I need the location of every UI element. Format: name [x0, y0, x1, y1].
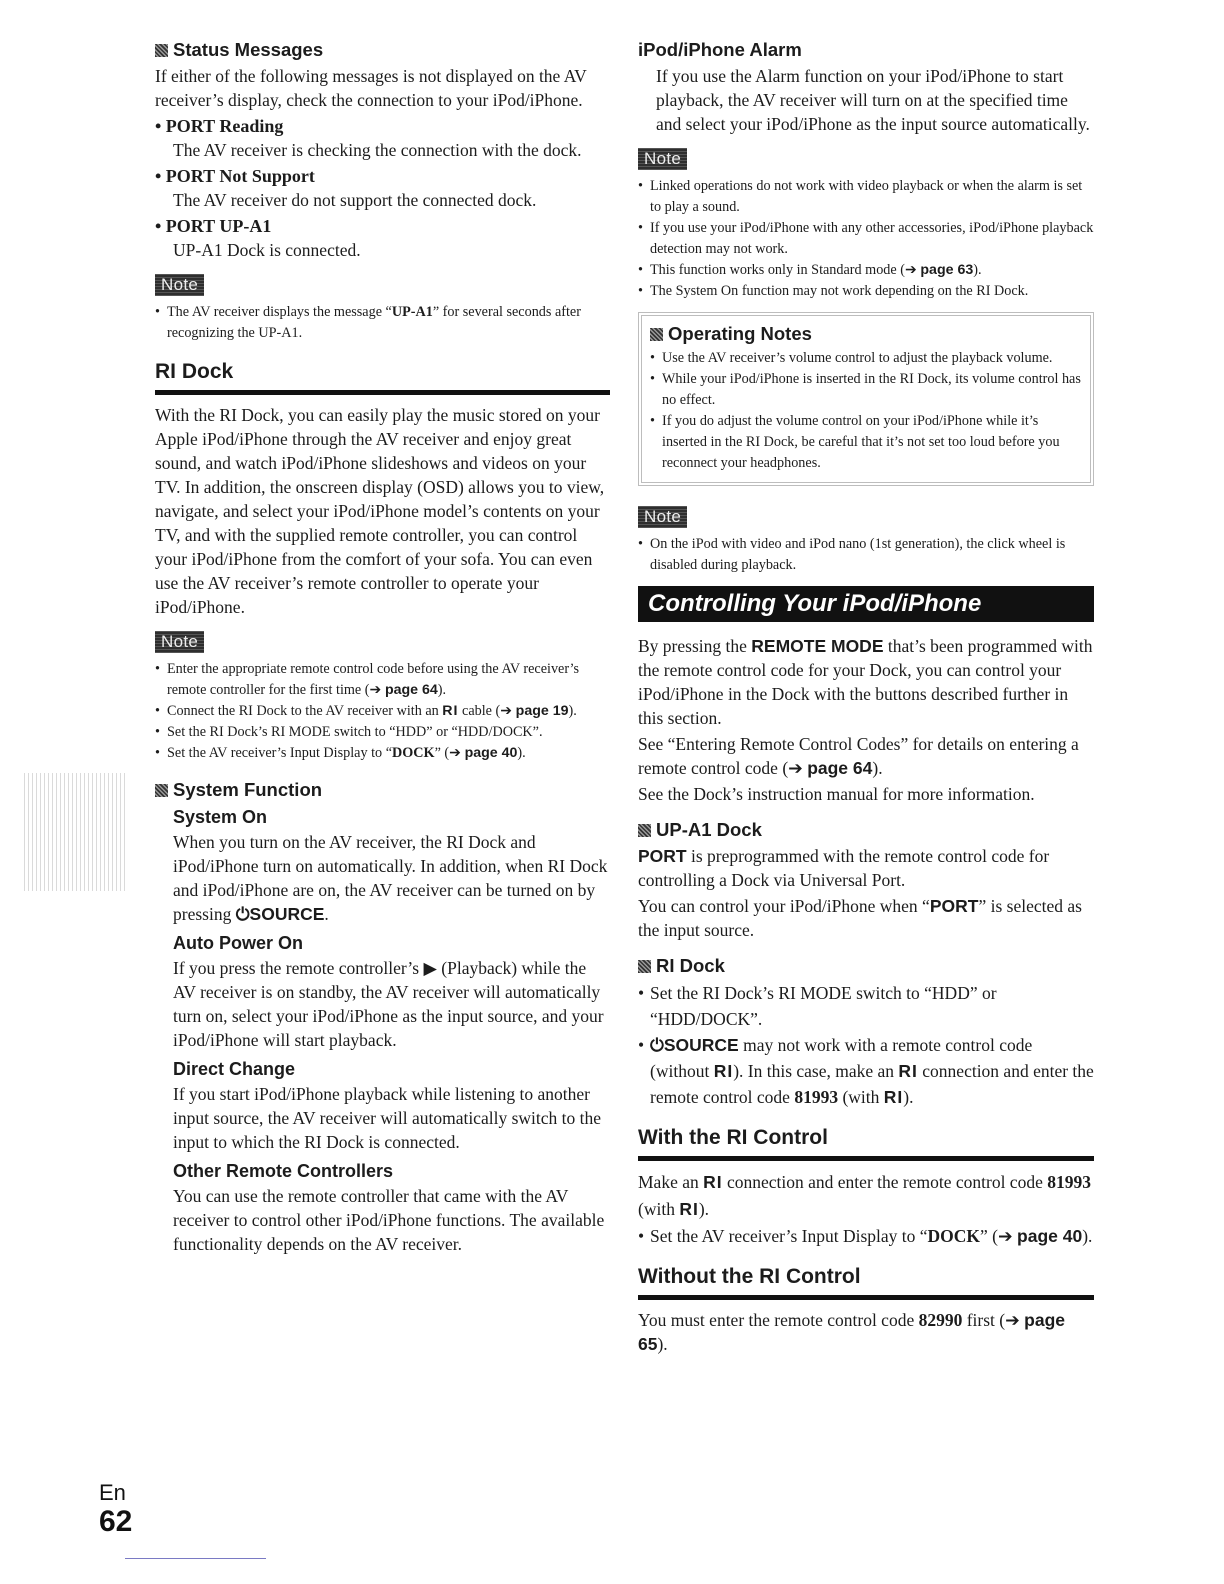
- ri-logo: RI: [898, 1061, 918, 1081]
- page-number: 62: [99, 1505, 133, 1538]
- note-item: • Enter the appropriate remote control code before using the AV receiver’s remote controller for the first time (➔ page 64).: [155, 659, 610, 701]
- note-item: • Connect the RI Dock to the AV receiver with an RI cable (➔ page 19).: [155, 701, 610, 722]
- port-reading-title: • PORT Reading: [155, 116, 284, 136]
- auto-power-on-text: If you press the remote controller’s ▶ (Playback) while the AV receiver is on standby, the AV receiver will automatically turn on, select your iPod/iPhone as the input source, and your iPod/iPhone will start playback.: [173, 958, 604, 1050]
- sidebar-tab-marker: [24, 773, 125, 891]
- note-label: Note: [638, 506, 687, 528]
- operating-notes-list: [650, 348, 1084, 474]
- list-item: • Set the AV receiver’s Input Display to “DOCK” (➔ page 40).: [638, 1223, 1094, 1249]
- ri-logo: RI: [883, 1087, 904, 1107]
- upa1-p1: PORT is preprogrammed with the remote control code for controlling a Dock via Universal Port.: [638, 846, 1050, 890]
- page-link[interactable]: page 40: [1017, 1226, 1083, 1246]
- remote-mode-key: REMOTE MODE: [751, 636, 884, 656]
- square-bullet-icon: [650, 328, 663, 341]
- page-link[interactable]: page 64: [384, 682, 438, 698]
- note-item: • Use the AV receiver’s volume control to adjust the playback volume.: [650, 348, 1084, 369]
- port-not-support-title: • PORT Not Support: [155, 166, 315, 186]
- port-upa1-title: • PORT UP-A1: [155, 216, 272, 236]
- page-link[interactable]: page 64: [807, 758, 873, 778]
- ri-dock-body: With the RI Dock, you can easily play the music stored on your Apple iPod/iPhone through the AV receiver and enjoy great sound, and watch iPod/iPhone slideshows and videos on your TV. In addition, the onscreen display (OSD) allows you to view, navigate, and select your iPod/iPhone model’s contents on your TV, and with the supplied remote controller, you can control your iPod/iPhone from the comfort of your sofa. You can even use the AV receiver’s remote controller to operate your iPod/iPhone.: [155, 405, 605, 617]
- ri-logo: RI: [713, 1061, 734, 1081]
- ri-dock-list: [638, 980, 1094, 1110]
- note-item: • This function works only in Standard mode (➔ page 63).: [638, 260, 1094, 281]
- controlling-p3: See the Dock’s instruction manual for more information.: [638, 784, 1035, 804]
- language-label: En: [99, 1480, 126, 1505]
- system-on-title: System On: [173, 807, 268, 827]
- other-remote-text: You can use the remote controller that came with the AV receiver to control other iPod/iPhone functions. The available functionality depends on the AV receiver.: [173, 1186, 605, 1254]
- port-upa1-text: UP-A1 Dock is connected.: [173, 240, 361, 260]
- controlling-p2: See “Entering Remote Control Codes” for details on entering a remote control code (➔ page 64).: [638, 734, 1079, 778]
- other-remote-title: Other Remote Controllers: [173, 1161, 394, 1181]
- alarm-text: If you use the Alarm function on your iPod/iPhone to start playback, the AV receiver will turn on at the specified time and select your iPod/iPhone as the input source automatically.: [656, 66, 1090, 134]
- upa1-p2: You can control your iPod/iPhone when “PORT” is selected as the input source.: [638, 896, 1082, 940]
- left-column: [155, 36, 610, 1256]
- operating-notes-box: [638, 312, 1094, 486]
- upa1-dock-heading: UP-A1 Dock: [638, 816, 1094, 844]
- page-number-block: [99, 1480, 132, 1538]
- note-label: Note: [638, 148, 687, 170]
- footer-rule: [125, 1558, 266, 1559]
- note-item: • While your iPod/iPhone is inserted in the RI Dock, its volume control has no effect.: [650, 369, 1084, 411]
- auto-power-on-title: Auto Power On: [173, 933, 303, 953]
- ri-dock-note-list: [155, 659, 610, 764]
- ri-dock-section-title: RI Dock: [155, 358, 610, 395]
- controlling-p1: By pressing the REMOTE MODE that’s been programmed with the remote control code for your Dock, you can control your iPod/iPhone in the Dock with the buttons described further in this section.: [638, 636, 1093, 728]
- playback-icon: ▶: [423, 958, 437, 978]
- direct-change-title: Direct Change: [173, 1059, 296, 1079]
- port-not-support-text: The AV receiver do not support the connected dock.: [173, 190, 537, 210]
- controlling-banner: Controlling Your iPod/iPhone: [638, 586, 1094, 622]
- without-ri-text: You must enter the remote control code 82990 first (➔ page 65).: [638, 1310, 1066, 1354]
- ri-logo: RI: [679, 1199, 699, 1219]
- status-messages-heading: Status Messages: [155, 36, 610, 64]
- status-note-list: [155, 302, 610, 344]
- without-ri-title: Without the RI Control: [638, 1263, 1094, 1300]
- system-on-text: When you turn on the AV receiver, the RI Dock and iPod/iPhone turn on automatically. In addition, when RI Dock and iPod/iPhone are on, the AV receiver can be turned on by pressing ⏻SOURCE.: [173, 832, 608, 924]
- right-column: [638, 36, 1094, 1356]
- with-ri-text: Make an RI connection and enter the remote control code 81993 (with RI).: [638, 1172, 1091, 1219]
- alarm-heading: iPod/iPhone Alarm: [638, 39, 802, 60]
- alarm-note-list: [638, 176, 1094, 302]
- status-intro: If either of the following messages is not displayed on the AV receiver’s display, check the connection to your iPod/iPhone.: [155, 66, 587, 110]
- note-item: • On the iPod with video and iPod nano (1st generation), the click wheel is disabled during playback.: [638, 534, 1094, 576]
- page-link[interactable]: page 40: [464, 745, 518, 761]
- square-bullet-icon: [155, 784, 168, 797]
- ri-dock-heading: RI Dock: [638, 952, 1094, 980]
- note-item: • Set the RI Dock’s RI MODE switch to “HDD” or “HDD/DOCK”.: [155, 722, 610, 743]
- note-label: Note: [155, 274, 204, 296]
- note-item: • Set the AV receiver’s Input Display to “DOCK” (➔ page 40).: [155, 743, 610, 764]
- ri-logo: RI: [703, 1172, 723, 1192]
- system-function-heading: System Function: [155, 776, 610, 804]
- list-item: • ⏻SOURCE may not work with a remote control code (without RI). In this case, make an RI connection and enter the remote control code 81993 (with RI).: [638, 1032, 1094, 1110]
- note-item: • Linked operations do not work with video playback or when the alarm is set to play a sound.: [638, 176, 1094, 218]
- note-item: • If you use your iPod/iPhone with any other accessories, iPod/iPhone playback detection may not work.: [638, 218, 1094, 260]
- note-item: • The AV receiver displays the message “UP-A1” for several seconds after recognizing the UP-A1.: [155, 302, 610, 344]
- page-link[interactable]: page 65: [638, 1310, 1066, 1354]
- direct-change-text: If you start iPod/iPhone playback while listening to another input source, the AV receiver will automatically switch to the input to which the RI Dock is connected.: [173, 1084, 601, 1152]
- list-item: • Set the RI Dock’s RI MODE switch to “HDD” or “HDD/DOCK”.: [638, 980, 1094, 1032]
- page-link[interactable]: page 63: [920, 262, 974, 278]
- square-bullet-icon: [638, 960, 651, 973]
- with-ri-title: With the RI Control: [638, 1124, 1094, 1161]
- ri-logo: RI: [442, 703, 459, 719]
- square-bullet-icon: [638, 824, 651, 837]
- operating-notes-heading: Operating Notes: [650, 320, 1084, 348]
- note-item: • If you do adjust the volume control on your iPod/iPhone while it’s inserted in the RI Dock, be careful that it’s not set too loud before you reconnect your headphones.: [650, 411, 1084, 474]
- ipod-note-list: [638, 534, 1094, 576]
- note-item: • The System On function may not work depending on the RI Dock.: [638, 281, 1094, 302]
- page-link[interactable]: page 19: [515, 703, 569, 719]
- square-bullet-icon: [155, 44, 168, 57]
- port-reading-text: The AV receiver is checking the connection with the dock.: [173, 140, 582, 160]
- note-label: Note: [155, 631, 204, 653]
- with-ri-list: [638, 1223, 1094, 1249]
